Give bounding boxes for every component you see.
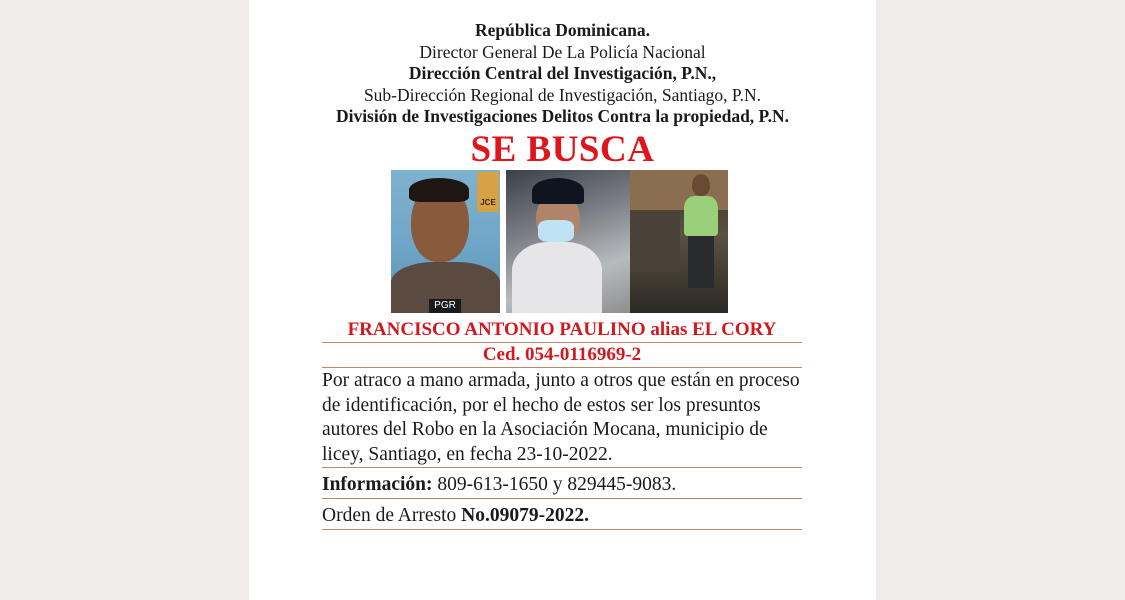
divider (322, 498, 802, 499)
orden-number: No.09079-2022. (461, 505, 589, 526)
face-shape (692, 174, 710, 196)
header-subdireccion: Sub-Dirección Regional de Investigación, Santiago, P.N. (363, 84, 762, 105)
shirt-shape (684, 196, 718, 236)
header-central: Dirección Central del Investigación, P.N., (408, 63, 717, 83)
cap-shape (532, 178, 584, 204)
se-busca-title: SE BUSCA (470, 129, 655, 170)
crime-description: Por atraco a mano armada, junto a otros que están en proceso de identificación, por el hecho de estos ser los presuntos autores del Robo en la Asociación Mocana, municipio de licey, Santiago, en fecha 23-10-2022. (322, 370, 800, 465)
divider (322, 529, 802, 530)
info-phones: 809-613-1650 y 829445-9083. (432, 474, 677, 495)
pgr-label: PGR (429, 299, 461, 313)
header-country: República Dominicana. (474, 20, 651, 40)
info-label: Información: (322, 474, 433, 495)
header-division: División de Investigaciones Delitos Contra la propiedad, P.N. (335, 106, 790, 126)
orden-label: Orden de Arresto (322, 505, 462, 526)
pants-shape (688, 236, 714, 288)
suspect-name: FRANCISCO ANTONIO PAULINO alias EL CORY (347, 319, 777, 340)
wanted-poster (249, 0, 876, 600)
suspect-cedula: Ced. 054-0116969-2 (482, 344, 642, 365)
contact-info (322, 473, 802, 497)
id-photo (391, 170, 500, 313)
surveillance-photo-1 (506, 170, 630, 313)
gate-shape (630, 212, 680, 272)
hair-shape (409, 178, 469, 202)
divider (322, 342, 802, 343)
surveillance-photo-2 (630, 170, 728, 313)
divider (322, 367, 802, 368)
mask-shape (538, 220, 574, 242)
arrest-order (322, 504, 802, 528)
shirt-shape (512, 242, 602, 313)
jce-badge: JCE (477, 172, 499, 212)
header-director: Director General De La Policía Nacional (419, 41, 706, 62)
divider (322, 467, 802, 468)
poster-header (249, 20, 876, 128)
